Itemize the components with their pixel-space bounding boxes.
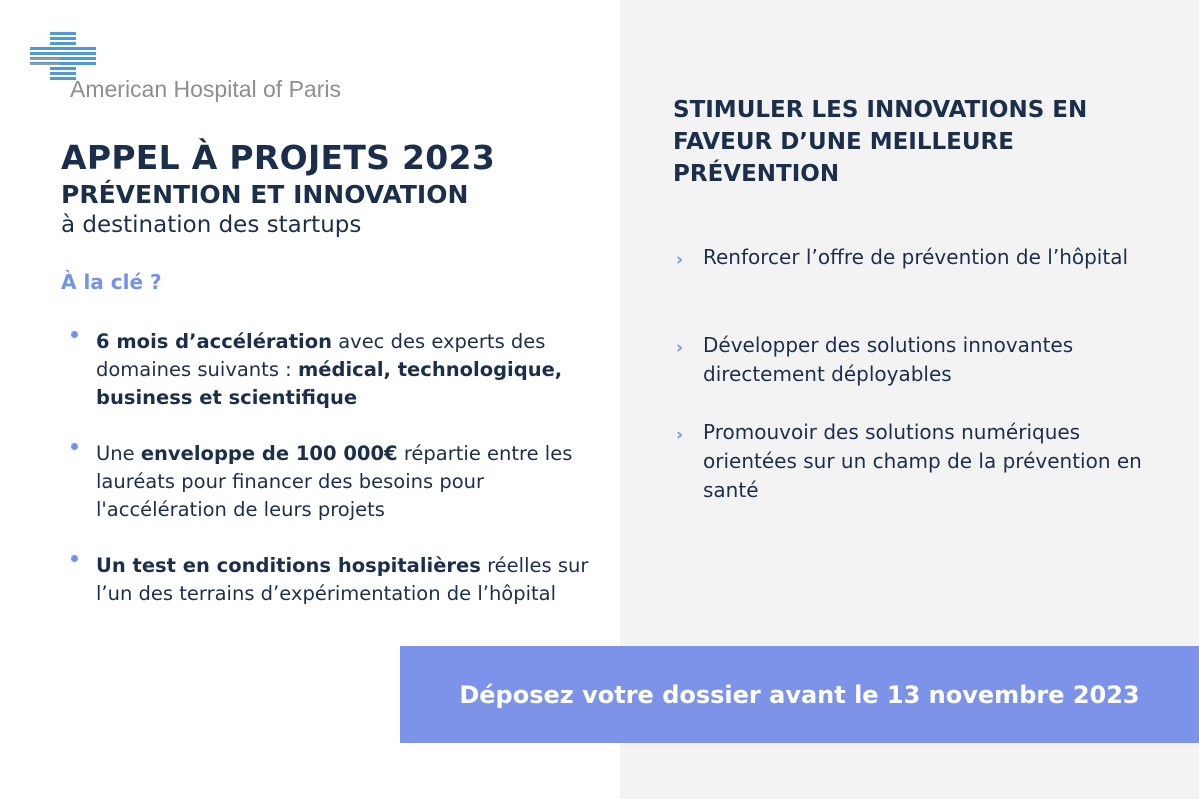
objective-item xyxy=(676,331,1173,389)
objective-item xyxy=(676,418,1173,505)
benefit-text: réelles sur l’un des terrains d’expérimentation de l’hôpital xyxy=(96,554,589,605)
chevron-right-icon: › xyxy=(676,338,684,358)
objective-text: Développer des solutions innovantes directement déployables xyxy=(703,333,1074,386)
benefit-text: répartie entre les lauréats pour financer des besoins pour l'accélération de leurs projets xyxy=(96,442,573,521)
benefit-bold: enveloppe de 100 000€ xyxy=(140,442,398,465)
benefit-item-acceleration xyxy=(96,328,606,412)
objective-text: Promouvoir des solutions numériques orientées sur un champ de la prévention en santé xyxy=(703,420,1142,502)
logo-text: American Hospital of Paris xyxy=(70,76,341,102)
objective-text: Renforcer l’offre de prévention de l’hôpital xyxy=(703,245,1129,269)
benefit-bold: Un test en conditions hospitalières xyxy=(96,554,481,577)
bullet-dot-icon xyxy=(71,555,78,562)
page-title: APPEL À PROJETS 2023 xyxy=(61,138,496,177)
deadline-banner xyxy=(400,646,1199,743)
benefit-text: avec des experts des domaines suivants : xyxy=(96,330,546,381)
bullet-dot-icon xyxy=(71,331,78,338)
tagline: à destination des startups xyxy=(61,212,362,238)
objectives-title: STIMULER LES INNOVATIONS EN FAVEUR D’UNE MEILLEURE PRÉVENTION xyxy=(673,97,1088,187)
benefit-bold: médical, technologique, business et scientifique xyxy=(96,358,563,409)
chevron-right-icon: › xyxy=(676,425,684,445)
objective-item xyxy=(676,243,1173,272)
key-label: À la clé ? xyxy=(61,270,162,294)
benefit-text: Une xyxy=(96,442,141,465)
benefit-item-funding xyxy=(96,440,606,524)
benefit-item-hospital-test xyxy=(96,552,606,608)
deadline-text: Déposez votre dossier avant le 13 novembre 2023 xyxy=(459,680,1140,709)
hospital-logo xyxy=(28,30,428,110)
page-subtitle: PRÉVENTION ET INNOVATION xyxy=(61,180,469,209)
chevron-right-icon: › xyxy=(676,250,684,270)
bullet-dot-icon xyxy=(71,443,78,450)
benefit-bold: 6 mois d’accélération xyxy=(96,330,332,353)
